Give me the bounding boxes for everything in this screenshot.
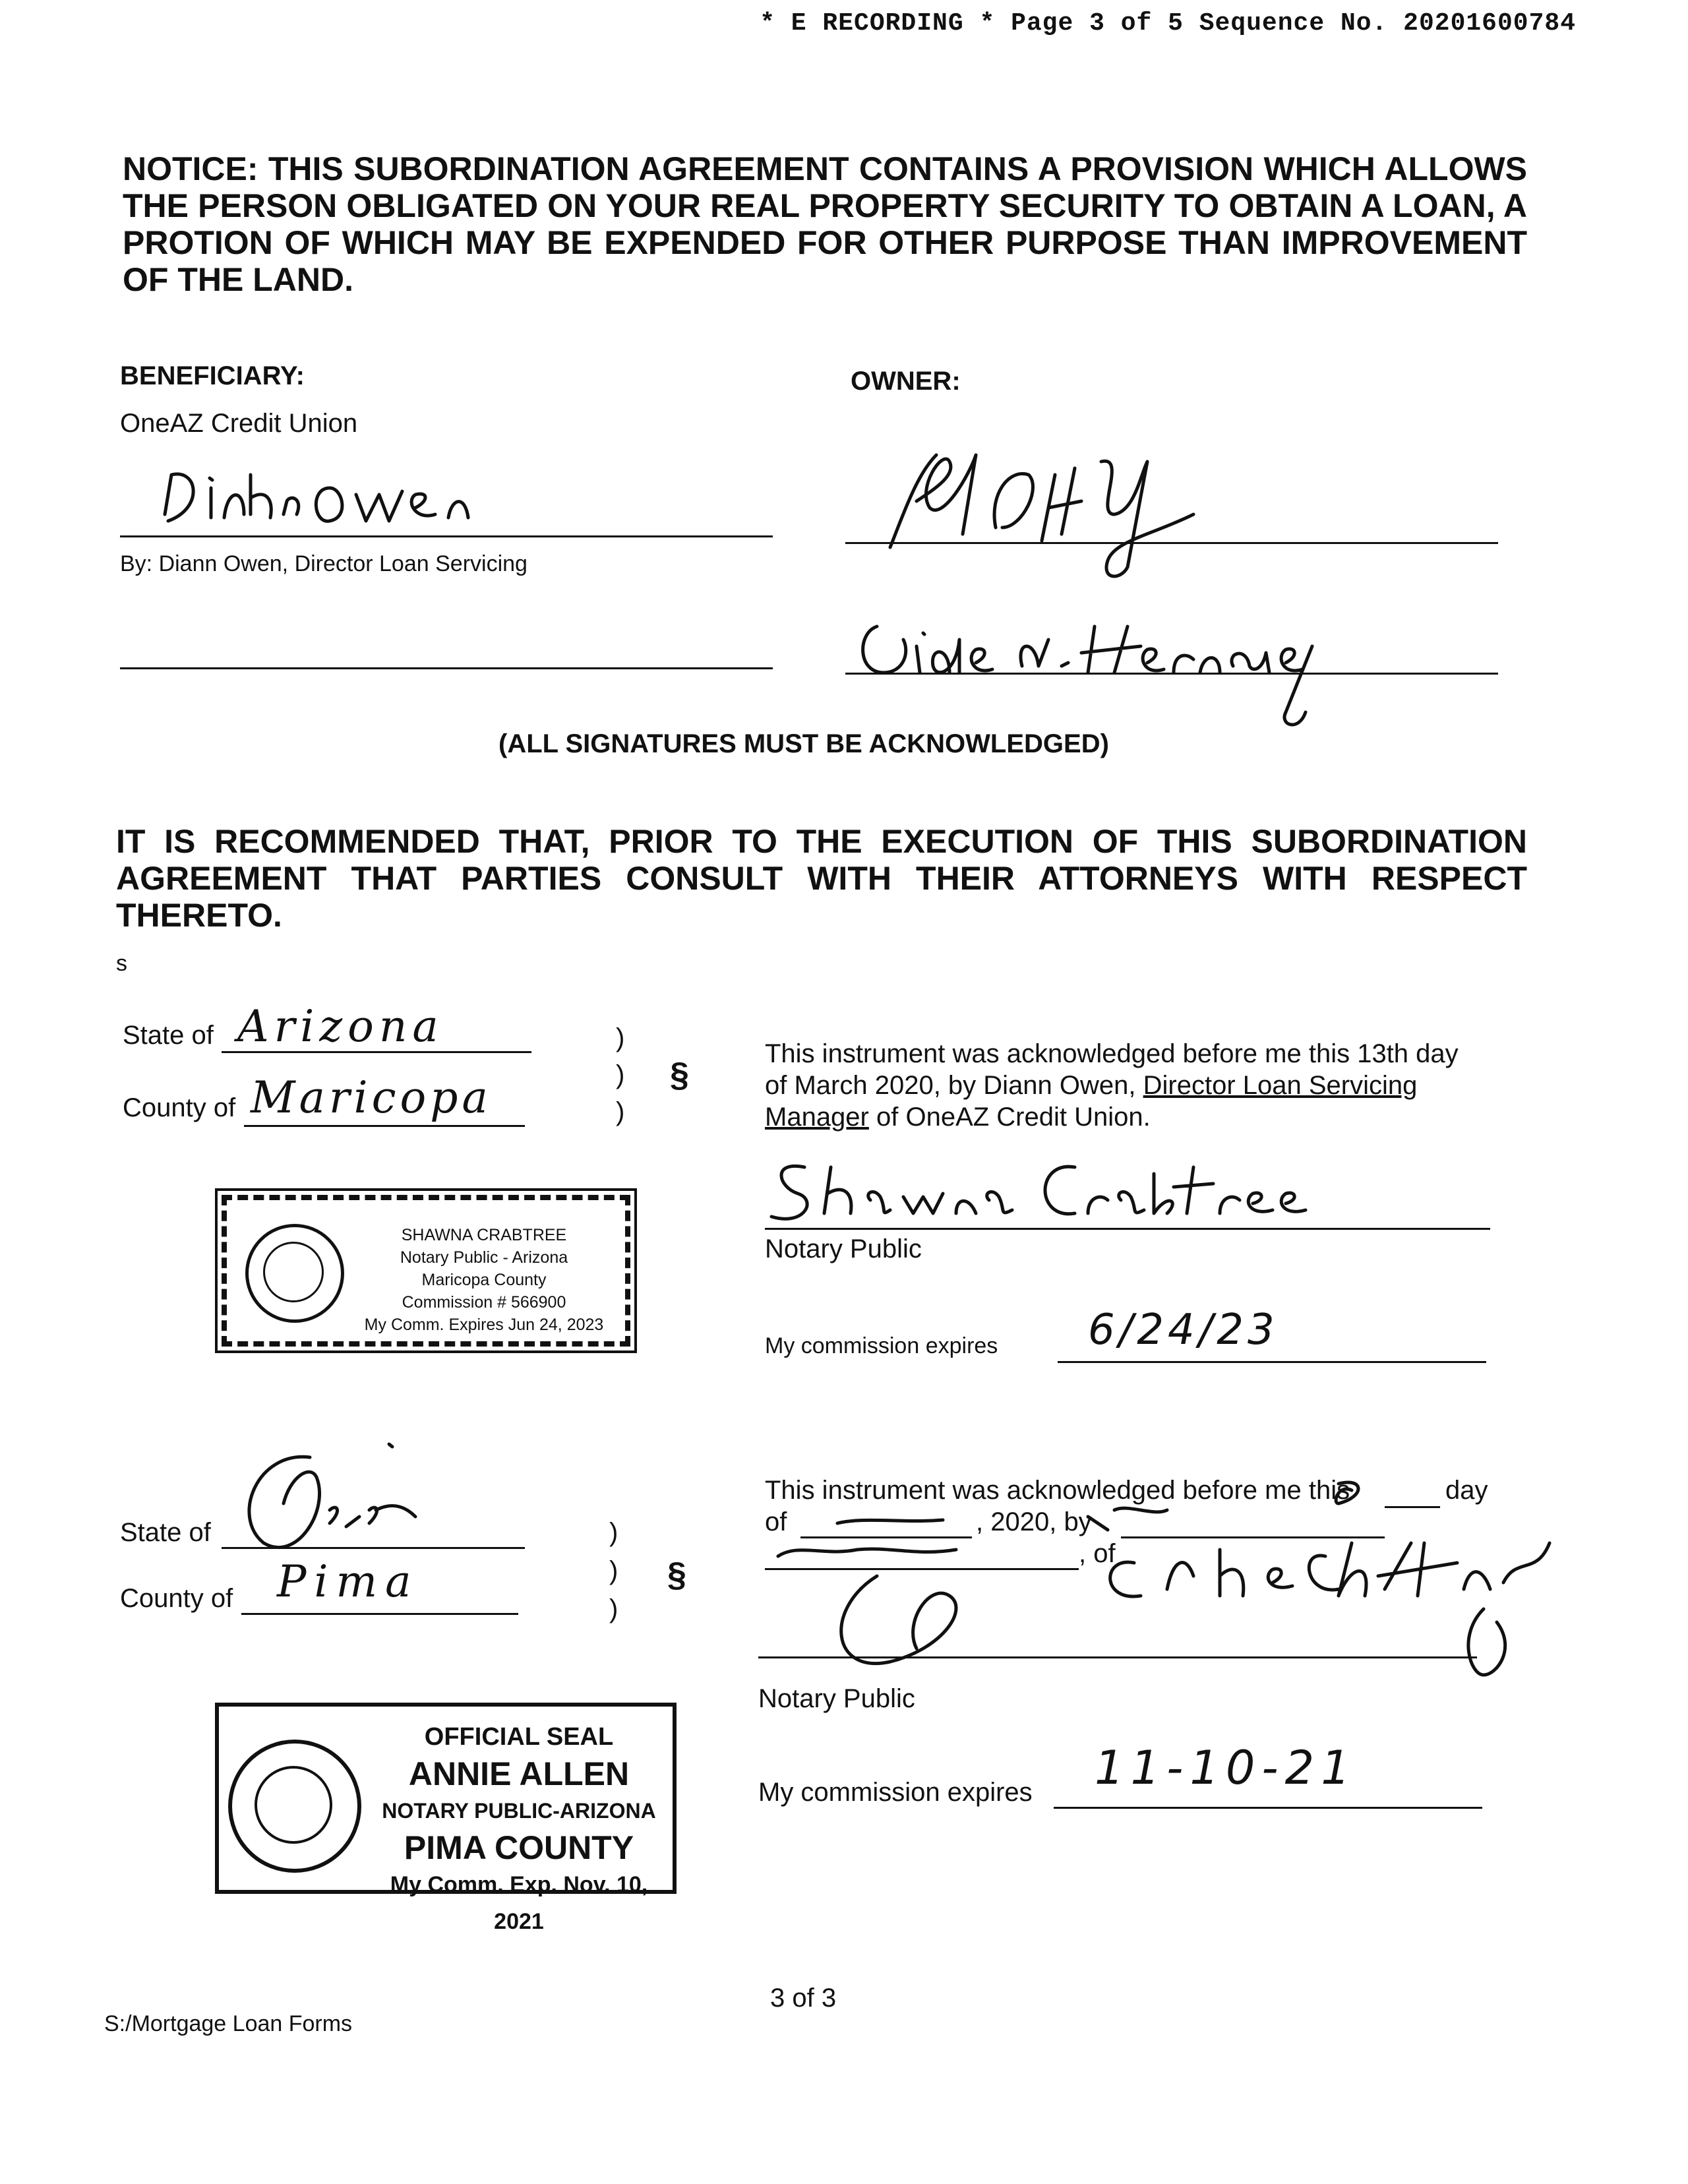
ack2-state-line [222, 1547, 525, 1549]
owner-signature-line-1 [845, 542, 1498, 544]
stray-mark: s [116, 951, 127, 976]
ack2-text-line3-b: , of [1079, 1539, 1116, 1568]
form-path: S:/Mortgage Loan Forms [104, 2011, 353, 2036]
seal1-name: SHAWNA CRABTREE [401, 1226, 567, 1244]
ack1-paren-2: ) [616, 1060, 625, 1089]
beneficiary-signature [152, 462, 521, 541]
ack1-paren-3: ) [616, 1097, 625, 1126]
ack2-section-symbol: § [667, 1556, 686, 1594]
ack1-notary-label: Notary Public [765, 1234, 922, 1263]
ack2-text-line1-b: day [1445, 1476, 1488, 1505]
seal1-line5: My Comm. Expires Jun 24, 2023 [364, 1316, 604, 1334]
seal2-line3: NOTARY PUBLIC-ARIZONA [382, 1799, 656, 1823]
ack2-handwritten-entries [758, 1464, 1576, 1714]
ack1-text-line3: of OneAZ Credit Union. [868, 1103, 1151, 1132]
ack2-paren-3: ) [609, 1594, 618, 1623]
ack2-notary-line [758, 1656, 1477, 1658]
ack2-notary-label: Notary Public [758, 1684, 915, 1713]
ack2-county-label: County of [120, 1584, 233, 1613]
ack1-notary-signature [758, 1147, 1352, 1233]
ack2-commission-value: 11-10-21 [1095, 1741, 1357, 1795]
arizona-state-seal-icon [228, 1740, 361, 1873]
recommendation-paragraph: IT IS RECOMMENDED THAT, PRIOR TO THE EXECUTION OF THIS SUBORDINATION AGREEMENT THAT PARTIES CONSULT WITH THEIR ATTORNEYS WITH RESPECT THERETO. [116, 823, 1527, 934]
owner-signature-2 [851, 600, 1365, 732]
seal1-line4: Commission # 566900 [402, 1293, 566, 1312]
ack1-county-value: Maricopa [251, 1072, 492, 1123]
beneficiary-name: OneAZ Credit Union [120, 409, 358, 438]
arizona-state-seal-icon [245, 1224, 344, 1323]
seal1-line3: Maricopa County [421, 1271, 547, 1289]
seal2-line4: PIMA COUNTY [404, 1829, 634, 1866]
ack1-text-line2: of March 2020, by Diann Owen, [765, 1071, 1143, 1100]
beneficiary-by-line: By: Diann Owen, Director Loan Servicing [120, 551, 528, 576]
ack2-county-line [241, 1613, 518, 1615]
notice-paragraph: NOTICE: THIS SUBORDINATION AGREEMENT CONTAINS A PROVISION WHICH ALLOWS THE PERSON OBLIGATED ON YOUR REAL PROPERTY SECURITY TO OBTAIN A LOAN, A PROTION OF WHICH MAY BE EXPENDED FOR OTHER PURPOSE THAN IMPROVEMENT OF THE LAND. [123, 150, 1527, 298]
ack1-title-2: Manager [765, 1103, 869, 1132]
ack2-text-line1-a: This instrument was acknowledged before me this [765, 1476, 1350, 1505]
ack1-text [765, 1038, 1523, 1133]
ack1-county-line [244, 1125, 525, 1127]
recording-header: * E RECORDING * Page 3 of 5 Sequence No. 20201600784 [760, 9, 1576, 38]
ack1-title: Director Loan Servicing [1143, 1071, 1418, 1100]
ack2-state-label: State of [120, 1518, 211, 1547]
ack2-paren-1: ) [609, 1518, 618, 1547]
seal1-line2: Notary Public - Arizona [400, 1248, 568, 1267]
ack1-commission-line [1058, 1361, 1486, 1363]
ack1-section-symbol: § [670, 1056, 689, 1094]
ack2-commission-label: My commission expires [758, 1778, 1033, 1807]
ack2-county-value: Pima [277, 1556, 419, 1607]
ack1-text-line1: This instrument was acknowledged before me this 13th day [765, 1039, 1459, 1068]
ack1-commission-value: 6/24/23 [1088, 1306, 1279, 1354]
beneficiary-label: BENEFICIARY: [120, 361, 305, 390]
ack2-text-line2-b: , 2020, by [976, 1507, 1092, 1536]
seal2-line2: ANNIE ALLEN [408, 1755, 630, 1792]
notary-seal-annie-allen [215, 1703, 677, 1934]
ack2-paren-2: ) [609, 1556, 618, 1585]
ack1-state-label: State of [123, 1021, 214, 1050]
owner-label: OWNER: [851, 367, 961, 396]
beneficiary-second-signature-line [120, 667, 773, 669]
page-number: 3 of 3 [770, 1984, 837, 2013]
ack1-state-value: Arizona [237, 1001, 444, 1052]
ack1-commission-label: My commission expires [765, 1333, 998, 1358]
ack2-commission-line [1054, 1807, 1482, 1809]
owner-signature-1 [877, 435, 1220, 587]
notary-seal-shawna-crabtree [222, 1195, 630, 1347]
seal2-line5: My Comm. Exp. Nov. 10, 2021 [390, 1872, 648, 1934]
ack1-paren-1: ) [616, 1023, 625, 1052]
ack1-state-line [222, 1051, 531, 1053]
seal2-line1: OFFICIAL SEAL [424, 1723, 614, 1751]
ack2-text-line2-a: of [765, 1507, 787, 1536]
owner-signature-line-2 [845, 673, 1498, 675]
signatures-acknowledged-note: (ALL SIGNATURES MUST BE ACKNOWLEDGED) [498, 729, 1109, 758]
beneficiary-signature-line [120, 535, 773, 537]
ack1-county-label: County of [123, 1093, 236, 1122]
ack1-notary-line [765, 1228, 1490, 1230]
